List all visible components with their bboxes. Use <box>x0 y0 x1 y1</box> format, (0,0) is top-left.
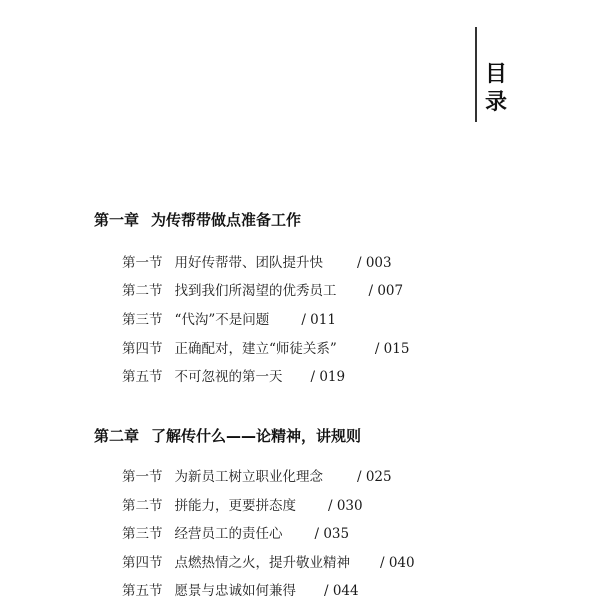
section-title: 用好传帮带、团队提升快 <box>174 255 323 271</box>
section-number: 第二节 <box>122 283 163 299</box>
toc-section-row[interactable] <box>122 311 336 329</box>
chapter-heading[interactable] <box>94 426 361 446</box>
section-title: “代沟”不是问题 <box>174 312 270 328</box>
section-page: / 044 <box>324 583 359 599</box>
toc-section-row[interactable] <box>122 554 415 572</box>
page-title-char: 目 <box>484 62 507 87</box>
chapter-number: 第一章 <box>94 211 140 229</box>
section-title: 找到我们所渴望的优秀员工 <box>174 283 337 299</box>
section-number: 第三节 <box>122 526 163 542</box>
section-title: 为新员工树立职业化理念 <box>174 469 323 485</box>
section-title: 拼能力，更要拼态度 <box>174 498 296 514</box>
section-number: 第二节 <box>122 498 163 514</box>
page-title <box>484 62 508 118</box>
title-divider <box>475 27 477 122</box>
toc-section-row[interactable] <box>122 582 359 600</box>
chapter-heading[interactable] <box>94 210 301 230</box>
section-page: / 019 <box>310 369 346 385</box>
page-title-char: 录 <box>484 90 507 115</box>
section-page: / 007 <box>368 283 404 299</box>
section-page: / 025 <box>357 469 392 485</box>
toc-section-row[interactable] <box>122 254 392 272</box>
section-number: 第五节 <box>122 369 163 385</box>
section-title: 经营员工的责任心 <box>174 526 283 542</box>
toc-section-row[interactable] <box>122 340 409 358</box>
section-number: 第四节 <box>122 341 163 357</box>
section-page: / 011 <box>301 312 336 328</box>
section-page: / 040 <box>380 555 415 571</box>
section-number: 第四节 <box>122 555 163 571</box>
section-number: 第一节 <box>122 255 163 271</box>
chapter-title: 为传帮带做点准备工作 <box>151 211 302 229</box>
section-page: / 030 <box>328 498 363 514</box>
toc-section-row[interactable] <box>122 282 403 300</box>
section-title: 愿景与忠诚如何兼得 <box>174 583 296 599</box>
section-page: / 015 <box>374 341 410 357</box>
section-number: 第一节 <box>122 469 163 485</box>
section-title: 不可忽视的第一天 <box>174 369 283 385</box>
chapter-title: 了解传什么——论精神，讲规则 <box>151 427 362 445</box>
toc-section-row[interactable] <box>122 525 349 543</box>
section-number: 第五节 <box>122 583 163 599</box>
section-page: / 003 <box>357 255 392 271</box>
chapter-number: 第二章 <box>94 427 140 445</box>
toc-section-row[interactable] <box>122 368 345 386</box>
toc-section-row[interactable] <box>122 497 363 515</box>
section-number: 第三节 <box>122 312 163 328</box>
section-title: 正确配对，建立“师徒关系” <box>174 341 337 357</box>
section-page: / 035 <box>314 526 350 542</box>
toc-section-row[interactable] <box>122 468 392 486</box>
section-title: 点燃热情之火，提升敬业精神 <box>174 555 350 571</box>
